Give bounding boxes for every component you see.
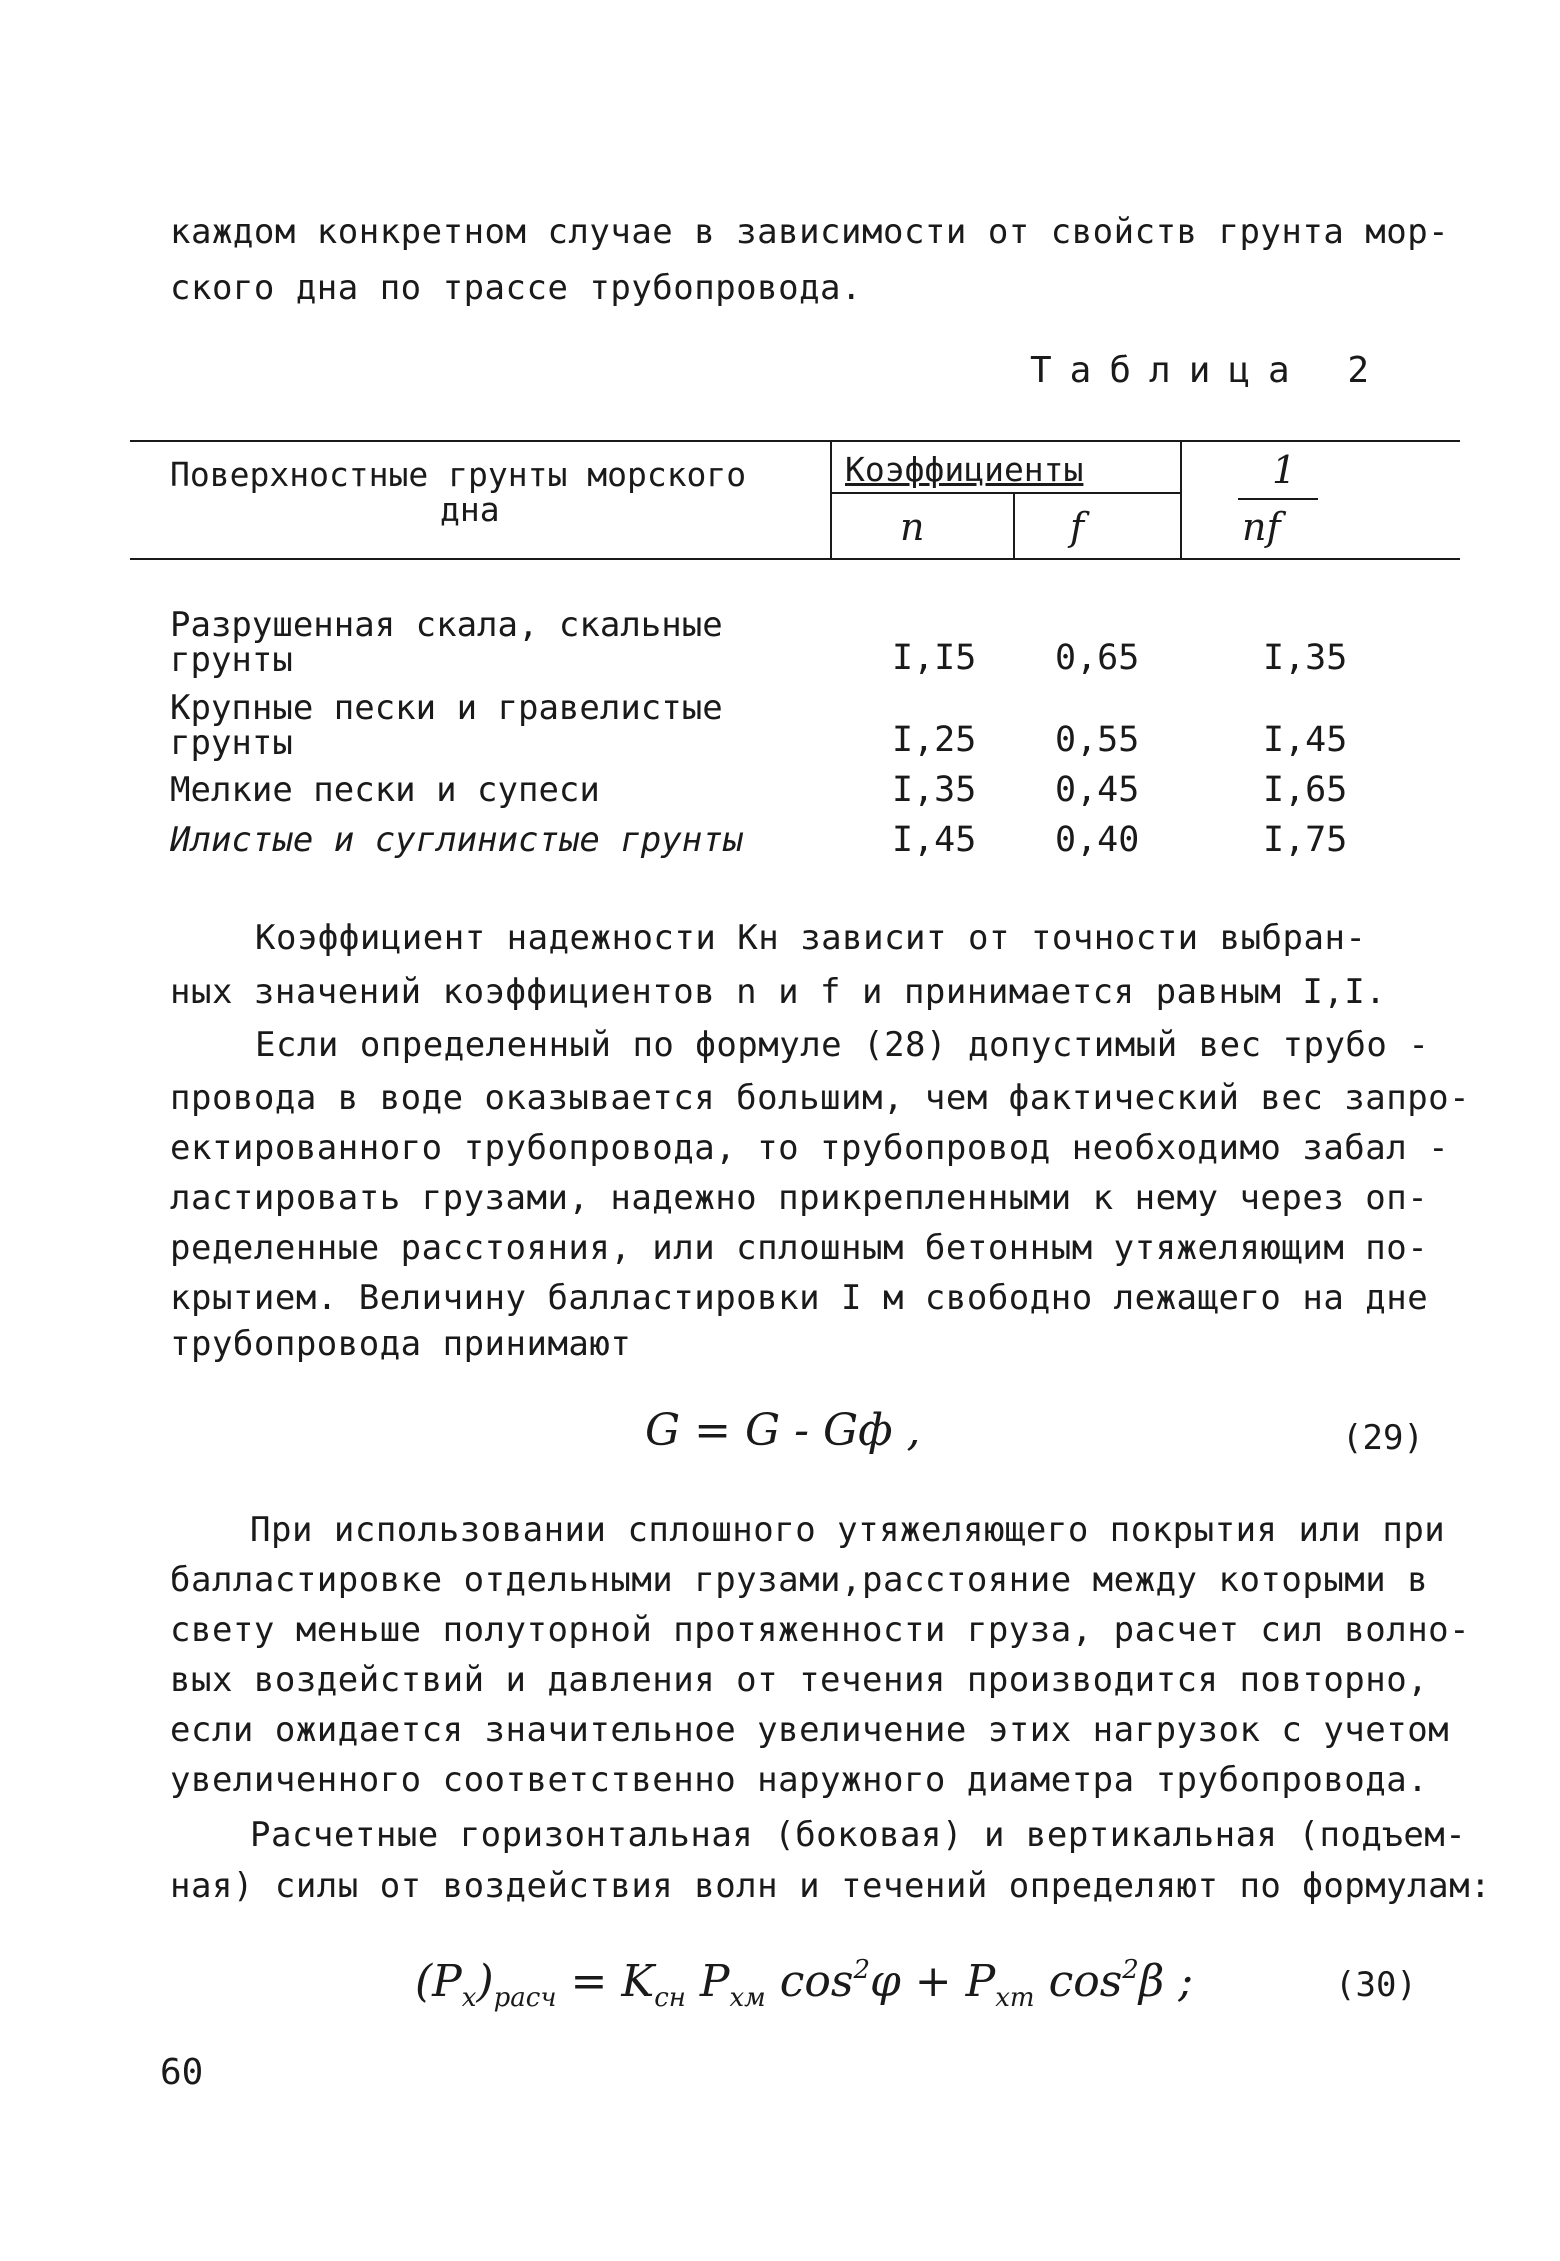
para2-line-4: ластировать грузами, надежно прикрепленными к нему через оп-: [170, 1178, 1429, 1218]
header-n: n: [900, 505, 925, 549]
equation-30: $(P_x)_{расч} = K_{сн}$ $P_{хм}$ $\cos^2\varphi + P_{хт}$ $\cos^2\beta$ ;: [415, 1955, 1194, 2013]
table-row-2-f: 0,55: [1055, 720, 1140, 760]
para3-line-2: балластировке отдельными грузами,расстояние между которыми в: [170, 1560, 1429, 1600]
header-f: f: [1070, 505, 1085, 549]
para2-line-6: крытием. Величину балластировки I м свободно лежащего на дне: [170, 1278, 1429, 1318]
table-row-3-name: Мелкие пески и супеси: [170, 770, 600, 810]
equation-29: G = G - Gф ,: [645, 1405, 921, 1456]
table-top-rule: [130, 440, 1460, 442]
table-row-4-ratio: I,75: [1263, 820, 1348, 860]
para4-line-2: ная) силы от воздействия волн и течений определяют по формулам:: [170, 1866, 1492, 1906]
header-coefficients: Коэффициенты: [845, 450, 1084, 489]
para3-line-5: если ожидается значительное увеличение этих нагрузок с учетом: [170, 1710, 1450, 1750]
table-row-3-ratio: I,65: [1263, 770, 1348, 810]
para1-line-2: ных значений коэффициентов n и f и принимается равным I,I.: [170, 972, 1387, 1012]
table-row-2-n: I,25: [892, 720, 977, 760]
para2-line-7: трубопровода принимают: [170, 1324, 632, 1364]
page-number: 60: [160, 2052, 204, 2093]
intro-line-1: каждом конкретном случае в зависимости от свойств грунта мор-: [170, 212, 1450, 252]
para2-line-5: ределенные расстояния, или сплошным бетонным утяжеляющим по-: [170, 1228, 1429, 1268]
equation-30-number: (30): [1335, 1965, 1417, 2005]
header-soil: Поверхностные грунты морского: [170, 455, 747, 494]
equation-29-number: (29): [1342, 1418, 1424, 1458]
table-row-1-name-2: грунты: [170, 640, 293, 680]
table-row-4-f: 0,40: [1055, 820, 1140, 860]
para3-line-6: увеличенного соответственно наружного диаметра трубопровода.: [170, 1760, 1429, 1800]
table-divider-3: [1180, 440, 1182, 558]
para3-line-3: свету меньше полуторной протяженности груза, расчет сил волно-: [170, 1610, 1471, 1650]
table-row-1-ratio: I,35: [1263, 638, 1348, 678]
para2-line-1: Если определенный по формуле (28) допустимый вес трубо -: [255, 1025, 1430, 1065]
table-row-2-name-2: грунты: [170, 723, 293, 763]
header-ratio-numerator: 1: [1272, 448, 1297, 492]
para2-line-3: ектированного трубопровода, то трубопровод необходимо забал -: [170, 1128, 1450, 1168]
table-row-1-n: I,I5: [892, 638, 977, 678]
para2-line-2: провода в воде оказывается большим, чем фактический вес запро-: [170, 1078, 1471, 1118]
table-row-3-n: I,35: [892, 770, 977, 810]
table-row-4-name: Илистые и суглинистые грунты: [170, 820, 744, 860]
table-row-3-f: 0,45: [1055, 770, 1140, 810]
table-row-1-name: Разрушенная скала, скальные: [170, 605, 723, 645]
intro-line-2: ского дна по трассе трубопровода.: [170, 268, 863, 308]
table-divider-2: [1013, 492, 1015, 558]
table-row-2-ratio: I,45: [1263, 720, 1348, 760]
para3-line-1: При использовании сплошного утяжеляющего покрытия или при: [250, 1510, 1446, 1550]
coef-header-rule: [830, 492, 1182, 494]
header-soil-2: дна: [440, 490, 500, 529]
table-row-4-n: I,45: [892, 820, 977, 860]
para4-line-1: Расчетные горизонтальная (боковая) и вертикальная (подъем-: [250, 1815, 1467, 1855]
table-divider-1: [830, 440, 832, 558]
table-row-2-name: Крупные пески и гравелистые: [170, 688, 723, 728]
header-ratio-denominator: nf: [1242, 505, 1281, 549]
table-caption: Таблица 2: [1030, 350, 1388, 391]
ratio-fraction-bar: [1238, 498, 1318, 500]
para1-line-1: Коэффициент надежности Kн зависит от точности выбран-: [255, 918, 1367, 958]
table-row-1-f: 0,65: [1055, 638, 1140, 678]
table-header-rule: [130, 558, 1460, 560]
para3-line-4: вых воздействий и давления от течения производится повторно,: [170, 1660, 1429, 1700]
